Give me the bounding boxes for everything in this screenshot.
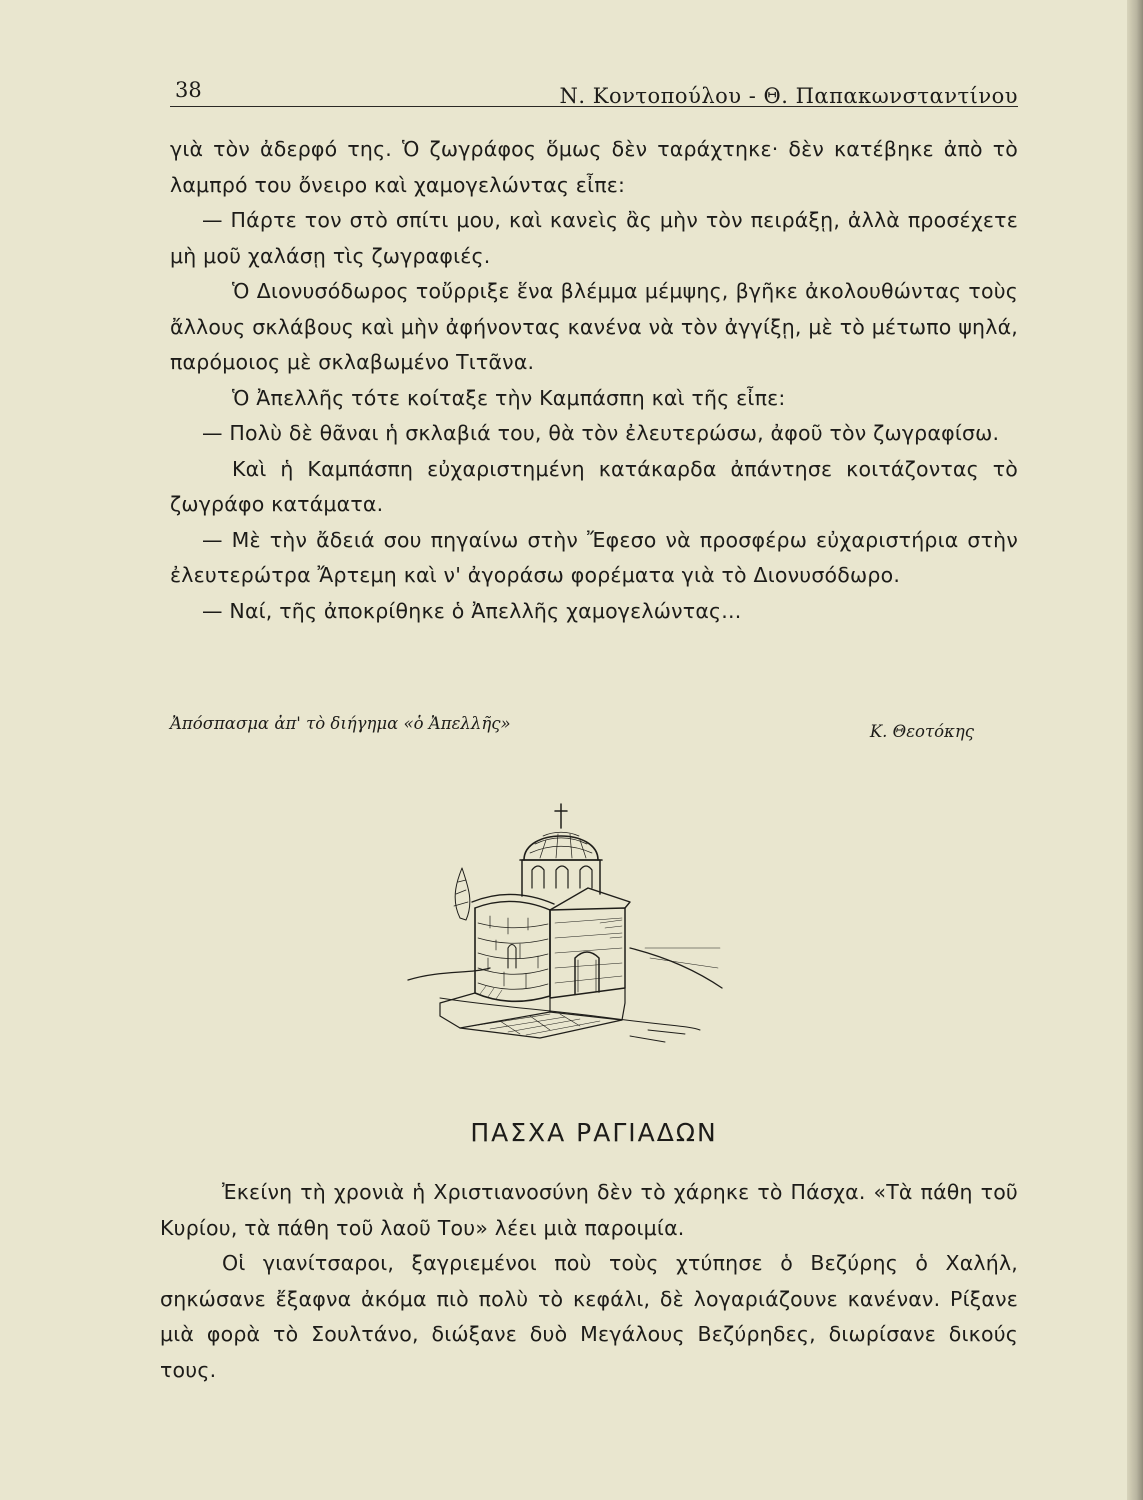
- excerpt-paragraph-8: — Ναί, τῆς ἀποκρίθηκε ὁ Ἀπελλῆς χαμογελώντας...: [202, 598, 742, 623]
- excerpt-paragraph-6: Καὶ ἡ Καμπάσπη εὐχαριστημένη κατάκαρδα ἀπάντησε κοιτάζοντας τὸ ζωγράφο κατάματα.: [170, 456, 1018, 516]
- excerpt-paragraph-2: — Πάρτε τον στὸ σπίτι μου, καὶ κανεὶς ἂς μὴν τὸν πειράξῃ, ἀλλὰ προσέχετε μὴ μοῦ χαλάσῃ τὶς ζωγραφιές.: [170, 208, 1018, 268]
- section-title: ΠΑΣΧΑ ΡΑΓΙΑΔΩΝ: [470, 1118, 718, 1147]
- page-edge: [1127, 0, 1143, 1500]
- page-number: 38: [175, 78, 202, 102]
- section-text: [160, 1175, 1018, 1388]
- excerpt-author: Κ. Θεοτόκης: [869, 722, 974, 741]
- excerpt-source: Ἀπόσπασμα ἀπ' τὸ διήγημα «ὁ Ἀπελλῆς»: [170, 714, 511, 733]
- excerpt-paragraph-7: — Μὲ τὴν ἄδειά σου πηγαίνω στὴν Ἔφεσο νὰ προσφέρω εὐχαριστήρια στὴν ἐλευτερώτρα Ἄρτεμη καὶ ν' ἀγοράσω φορέματα γιὰ τὸ Διονυσόδωρο.: [170, 527, 1018, 587]
- section-paragraph-1: Ἐκείνη τὴ χρονιὰ ἡ Χριστιανοσύνη δὲν τὸ χάρηκε τὸ Πάσχα. «Τὰ πάθη τοῦ Κυρίου, τὰ πάθη τοῦ λαοῦ Του» λέει μιὰ παροιμία.: [160, 1180, 1018, 1240]
- page-header: [170, 74, 1018, 114]
- excerpt-paragraph-5: — Πολὺ δὲ θᾶναι ἡ σκλαβιά του, θὰ τὸν ἐλευτερώσω, ἀφοῦ τὸν ζωγραφίσω.: [202, 421, 1000, 445]
- header-rule: [170, 106, 1018, 107]
- section-paragraph-2: Οἱ γιανίτσαροι, ξαγριεμένοι ποὺ τοὺς χτύπησε ὁ Βεζύρης ὁ Χαλήλ, σηκώσανε ἔξαφνα ἀκόμα πιὸ πολὺ τὸ κεφάλι, δὲ λογαριάζουνε κανέναν. Ρίξανε μιὰ φορὰ τὸ Σουλτάνο, διώξανε δυὸ Μεγάλους Βεζύρηδες, διωρίσανε δικούς τους.: [160, 1251, 1018, 1382]
- excerpt-text: [170, 132, 1018, 629]
- excerpt-paragraph-4: Ὁ Ἀπελλῆς τότε κοίταξε τὴν Καμπάσπη καὶ τῆς εἶπε:: [232, 385, 786, 410]
- byzantine-church-drawing-icon: [400, 798, 730, 1058]
- running-head: Ν. Κοντοπούλου - Θ. Παπακωνσταντίνου: [559, 84, 1018, 108]
- excerpt-paragraph-3: Ὁ Διονυσόδωρος τοὔρριξε ἕνα βλέμμα μέμψης, βγῆκε ἀκολουθώντας τοὺς ἄλλους σκλάβους καὶ μὴν ἀφήνοντας κανένα νὰ τὸν ἀγγίξῃ, μὲ τὸ μέτωπο ψηλά, παρόμοιος μὲ σκλαβωμένο Τιτᾶνα.: [170, 279, 1018, 374]
- excerpt-paragraph-1: γιὰ τὸν ἀδερφό της. Ὁ ζωγράφος ὅμως δὲν ταράχτηκε· δὲν κατέβηκε ἀπὸ τὸ λαμπρό του ὄνειρο καὶ χαμογελώντας εἶπε:: [170, 137, 1018, 197]
